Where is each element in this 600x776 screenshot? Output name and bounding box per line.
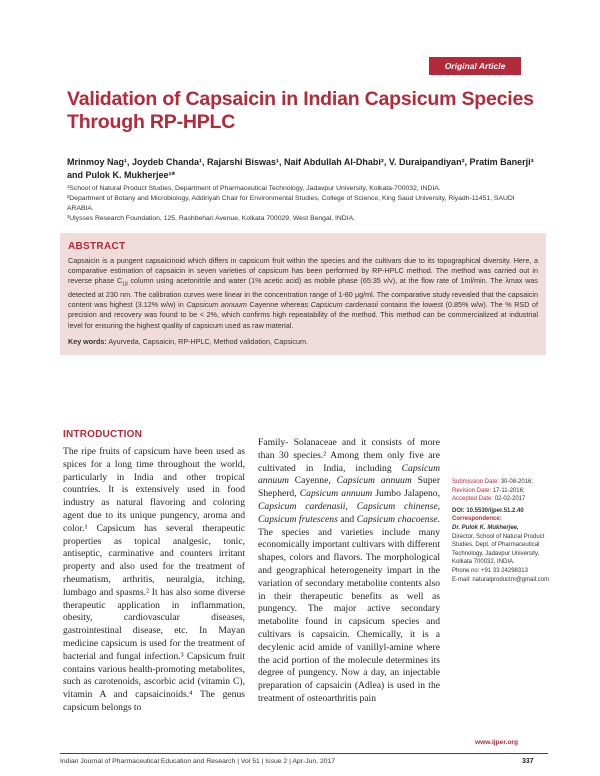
accepted-date xyxy=(452,495,552,504)
correspondent-phone: Phone no: +91 33 24298313 xyxy=(452,567,528,574)
keywords-list: Ayurveda, Capsaicin, RP-HPLC, Method validation, Capsicum. xyxy=(106,336,308,346)
species-name: Capsicum annuum xyxy=(299,488,373,500)
article-type-badge: Original Article xyxy=(429,57,521,75)
species-name: Capsicum cardenasii xyxy=(258,500,346,512)
article-info-sidebar xyxy=(452,478,552,584)
abstract-text xyxy=(68,256,538,331)
abstract-box xyxy=(60,233,546,355)
abstract-text-part: column using acetonitrile and water (1% acetic acid) as mobile phase (65:35 v/v), at the flow rate of 1ml/min. The λmax was detected at 230 nm. The calibration curves were linear in the concentration range of 1-80 μg/ml. The comparative study revealed that the capsaicin content was highest (3.12% w/w) in xyxy=(68,276,539,310)
journal-citation: Indian Journal of Pharmaceutical Education and Research | Vol 51 | Issue 2 | Apr-Jun, 2017 xyxy=(60,758,336,765)
species-name: Capsicum cardenasii xyxy=(310,300,378,310)
affiliation-1: ¹School of Natural Product Studies, Department of Pharmaceutical Technology, Jadavpur University, Kolkata-700032, INDIA. xyxy=(67,185,441,192)
affiliations xyxy=(67,184,542,224)
revision-value: 17-11-2016; xyxy=(491,487,525,494)
abstract-heading: ABSTRACT xyxy=(68,241,126,252)
correspondence-label: Correspondence: xyxy=(452,516,502,523)
species-name: Capsicum chinense xyxy=(356,500,438,512)
accepted-value: 02-02-2017 xyxy=(493,496,526,503)
abstract-text-part: Capsaicin is a pungent capsaicinoid which differs in capsicum fruit within the species and the cultivars due to its topographical diversity. Here, a comparative estimation of capsaicin in seven varieties of capsicum has been performed by RP-HPLC method. The method was carried out in reverse phase C xyxy=(68,256,538,286)
submission-date xyxy=(452,478,552,487)
correspondent-text: Dr. Pulok K. Mukherjee, xyxy=(452,524,519,531)
body-text: Jumbo Jalapeno, xyxy=(372,488,440,500)
species-name: Capsicum frutescens xyxy=(258,513,338,525)
body-text: , xyxy=(437,500,441,512)
affiliation-2: ²Department of Botany and Microbiology, Addiriyah Chair for Environmental Studies, College of Science, King Saud University, Riyadh-11451, SAUDI ARABIA. xyxy=(67,195,515,212)
species-name: Capsicum chacoense xyxy=(356,513,438,525)
submission-label: Submission Date: xyxy=(452,479,500,485)
journal-url[interactable]: www.ijper.org xyxy=(475,739,518,746)
body-text: , xyxy=(345,500,357,512)
article-title: Validation of Capsaicin in Indian Capsicum Species Through RP-HPLC xyxy=(67,88,534,133)
introduction-heading: INTRODUCTION xyxy=(63,429,143,440)
affiliation-3: ³Ulysses Research Foundation, 125, Rashbehari Avenue, Kolkata 700029, West Bengal, INDIA. xyxy=(67,215,356,222)
revision-date xyxy=(452,487,552,496)
body-column-1: The ripe fruits of capsicum have been used as spices for a long time throughout the world, particularly in India and other tropical countries. It is extensively used in food industry as natural flavoring and coloring agent due to its unique pungency, aroma and color.¹ Capsicum has several therapeutic properties as topical analgesic, tonic, antiseptic, carminative and counters irritant property and also used for the treatment of rheumatism, arthritis, neuralgia, itching, lumbago and spasms.² It has also some diverse therapeutic application in inflammation, obesity, cardiovascular diseases, gastrointestinal disease, etc. In Mayan medicine capsicum is used for the treatment of bacterial and fungal infection.³ Capsicum fruit contains various health-promoting metabolites, such as carotenoids, ascorbic acid (vitamin C), vitamin A and capsaicinoids.⁴ The genus capsicum belongs to xyxy=(63,446,245,713)
species-name: Capsicum annuum xyxy=(336,475,412,487)
body-text: Family- Solanaceae and it consists of more than 30 species.² Among them only five are cultivated in India, including xyxy=(258,437,440,474)
revision-label: Revision Date: xyxy=(452,487,492,494)
author-list: Mrinmoy Nag¹, Joydeb Chanda¹, Rajarshi Biswas¹, Naif Abdullah Al-Dhabi², V. Duraipandiyan², Pratim Banerji³ and Pulok K. Mukherjee¹* xyxy=(67,157,534,180)
keywords xyxy=(68,337,538,347)
abstract-subscript: 18 xyxy=(122,281,128,288)
correspondent-email[interactable]: E-mail: naturalproductm@gmail.com xyxy=(452,576,550,583)
species-name: Capsicum annuum xyxy=(186,300,247,310)
correspondent-name xyxy=(452,524,552,533)
keywords-label: Key words: xyxy=(68,336,107,346)
correspondent-address: Director, School of Natural Product Studies, Dept. of Pharmaceutical Technology, Jadavpur University, Kolkata 700032, INDIA. xyxy=(452,533,545,566)
abstract-text-part: contains the lowest (0.85% w/w). The % RSD of precision and recovery was found to be < 2%, which confirms high repeatability of the method. This method can be commercialized at industrial level for ensuring the highest quality of capsicum used as raw material. xyxy=(68,300,538,330)
body-text: and xyxy=(337,513,357,525)
page-number: 337 xyxy=(522,758,534,765)
body-column-2 xyxy=(258,437,440,706)
doi-text[interactable]: DOI: 10.5530/ijper.51.2.40 xyxy=(452,507,524,514)
submission-value: 30-08-2016; xyxy=(499,479,534,485)
body-text: . The species and varieties include many economically important cultivars with different shapes, colors and flavors. The morphological and geographical heterogeneity impart in the variation of secondary metabolite contents also in their therapeutic benefits as well as pungency. The major active secondary metabolite found in capsicum species and cultivars is capsaicin. Chemically, it is a decylenic acid amide of vanillyl-amine where the acid portion of the molecule determines its degree of pungency. Now a day, an injectable preparation of capsaicin (Adlea) is used in the treatment of osteoarthritis pain xyxy=(258,513,440,704)
footer-divider xyxy=(60,753,548,754)
accepted-label: Accepted Date: xyxy=(452,496,494,503)
species-name: Capsicum annuum xyxy=(258,462,440,487)
doi[interactable] xyxy=(452,507,552,516)
body-text: Cayenne, xyxy=(288,475,337,487)
abstract-text-part: Cayenne whereas xyxy=(246,300,311,310)
body-text: Super Shepherd, xyxy=(258,475,441,500)
